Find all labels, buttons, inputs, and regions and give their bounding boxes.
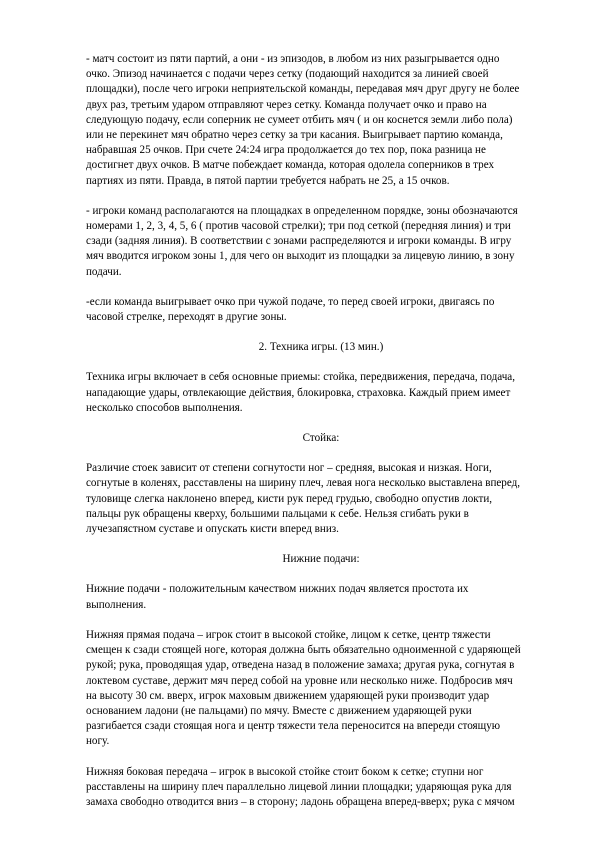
text-line: Нижние подачи - положительным качеством нижних подач является простота их bbox=[86, 583, 469, 596]
text-line: Техника игры включает в себя основные приемы: стойка, передвижения, передача, подача, bbox=[86, 371, 515, 384]
text-line: разгибается сзади стоящая нога и центр тяжести тела переносится на впереди стоящую bbox=[86, 720, 501, 733]
paragraph-underhand-intro bbox=[86, 582, 556, 612]
paragraph-match-rules bbox=[86, 52, 556, 189]
text-line: двух раз, третьим ударом отправляют через сетку. Команда получает очко и право на bbox=[86, 98, 487, 111]
text-line: партиях из пяти. Правда, в пятой партии требуется набрать не 25, а 15 очков. bbox=[86, 174, 450, 187]
section-heading-underhand-serves bbox=[86, 552, 556, 567]
text-line: лучезапястном суставе и опускать кисти вперед вниз. bbox=[86, 523, 339, 536]
paragraph-stance bbox=[86, 461, 556, 537]
text-line: мяч вводится игроком зоны 1, для чего он выходит из площадки за лицевую линию, в зону bbox=[86, 250, 515, 263]
document-page bbox=[86, 52, 556, 810]
text-line: достигнет двух очков. В матче побеждает команда, которая одолела соперников в трех bbox=[86, 159, 495, 172]
text-line: расставлены на ширину плеч параллельно лицевой линии площадки; ударяющая рука для bbox=[86, 780, 512, 793]
text-line: пальцы рук обращены кверху, большими пальцами к себе. Нельзя сгибать руки в bbox=[86, 507, 469, 520]
section-heading-technique bbox=[86, 340, 556, 355]
text-line: рукой; рука, проводящая удар, отведена назад в положение замаха; другая рука, согнутая в bbox=[86, 659, 515, 672]
text-line: очко. Эпизод начинается с подачи через сетку (подающий находится за линией своей bbox=[86, 68, 489, 81]
text-line: согнутые в коленях, расставлены на ширину плеч, левая нога несколько выставлена вперед, bbox=[86, 477, 521, 490]
heading-text: Нижние подачи: bbox=[282, 553, 360, 566]
text-line: - матч состоит из пяти партий, а они - из эпизодов, в любом из них разыгрывается одно bbox=[86, 53, 500, 65]
text-line: Нижняя прямая подача – игрок стоит в высокой стойке, лицом к сетке, центр тяжести bbox=[86, 628, 491, 641]
paragraph-rotation bbox=[86, 295, 556, 325]
text-line: площадки), после чего игроки неприятельской команды, передавая мяч друг другу не более bbox=[86, 83, 520, 96]
paragraph-player-zones bbox=[86, 204, 556, 280]
section-heading-stance bbox=[86, 431, 556, 446]
text-line: подачи. bbox=[86, 265, 122, 278]
text-line: основанием ладони (не пальцами) по мячу. Вместе с движением ударяющей руки bbox=[86, 704, 472, 717]
text-line: смещен к сзади стоящей ноге, которая должна быть обязательно одноименной с ударяющей bbox=[86, 644, 521, 657]
text-line: замаха свободно отводится вниз – в сторону; ладонь обращена вперед-вверх; рука с мячом bbox=[86, 795, 515, 808]
text-line: Нижняя боковая передача – игрок в высокой стойке стоит боком к сетке; ступни ног bbox=[86, 765, 484, 778]
text-line: следующую подачу, если соперник не сумеет отбить мяч ( и он коснется земли либо пола) bbox=[86, 113, 513, 126]
text-line: или не перекинет мяч обратно через сетку за три касания. Выигрывает партию команда, bbox=[86, 129, 503, 142]
text-line: выполнения. bbox=[86, 598, 147, 611]
paragraph-underhand-side-serve bbox=[86, 765, 556, 811]
text-line: часовой стрелке, переходят в другие зоны. bbox=[86, 311, 287, 324]
text-line: несколько способов выполнения. bbox=[86, 401, 243, 414]
text-line: ногу. bbox=[86, 735, 110, 748]
paragraph-technique-intro bbox=[86, 370, 556, 416]
text-line: номерами 1, 2, 3, 4, 5, 6 ( против часовой стрелки); три под сеткой (передняя линия) и три bbox=[86, 220, 511, 233]
text-line: локтевом суставе, держит мяч перед собой на уровне или несколько ниже. Подбросив мяч bbox=[86, 674, 513, 687]
text-line: на высоту 30 см. вверх, игрок маховым движением ударяющей руки производит удар bbox=[86, 689, 490, 702]
paragraph-underhand-straight-serve bbox=[86, 628, 556, 750]
text-line: сзади (задняя линия). В соответствии с зонами распределяются и игроки команды. В игру bbox=[86, 235, 512, 248]
text-line: -если команда выигрывает очко при чужой подаче, то перед своей игроки, двигаясь по bbox=[86, 295, 495, 308]
heading-text: 2. Техника игры. (13 мин.) bbox=[258, 341, 384, 354]
text-line: Различие стоек зависит от степени согнутости ног – средняя, высокая и низкая. Ноги, bbox=[86, 462, 492, 475]
text-line: - игроки команд располагаются на площадках в определенном порядке, зоны обозначаются bbox=[86, 204, 518, 217]
heading-text: Стойка: bbox=[302, 432, 340, 445]
text-line: нападающие удары, отвлекающие действия, блокировка, страховка. Каждый прием имеет bbox=[86, 386, 511, 399]
text-line: туловище слегка наклонено вперед, кисти рук перед грудью, свободно опустив локти, bbox=[86, 492, 493, 505]
text-line: набравшая 25 очков. При счете 24:24 игра продолжается до тех пор, пока разница не bbox=[86, 144, 486, 157]
